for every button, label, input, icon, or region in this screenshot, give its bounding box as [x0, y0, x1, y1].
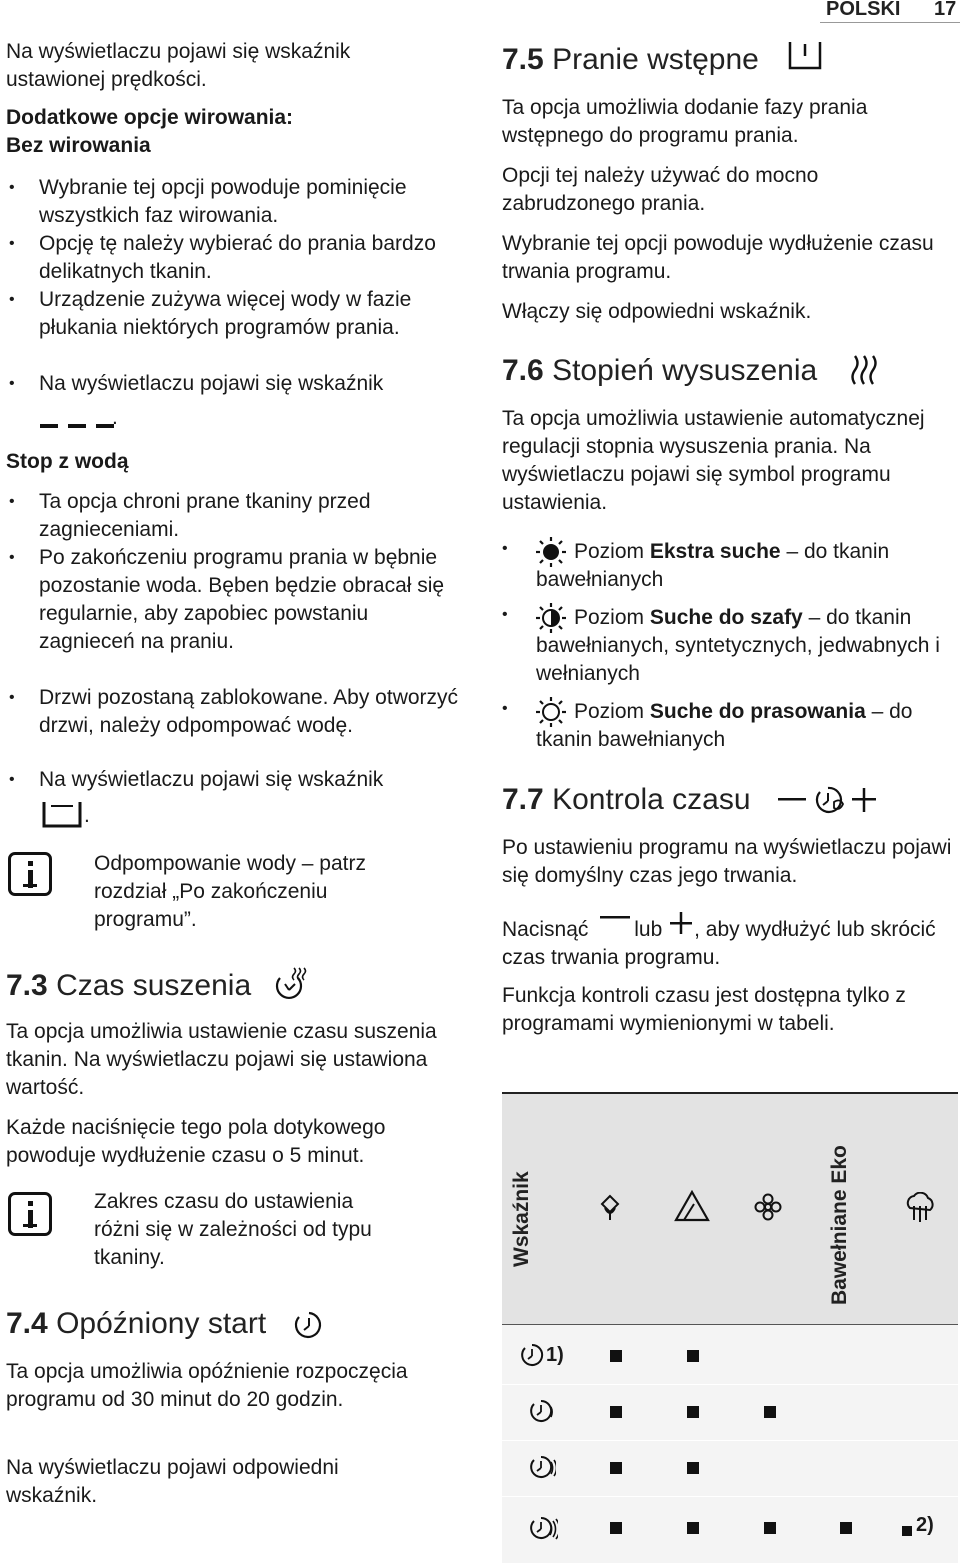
no-spin-dash-icon	[40, 418, 118, 432]
time-level-1-icon	[519, 1342, 545, 1368]
table-header-indicator: Wskaźnik	[510, 1171, 533, 1267]
dry-level-extra: Poziom Ekstra suche – do tkanin bawełnianych	[536, 540, 890, 591]
dash-period: .	[112, 406, 118, 429]
dry-level-bullet: •	[502, 606, 508, 623]
delicates-icon	[754, 1192, 782, 1222]
prewash-indicator: Włączy się odpowiedni wskaźnik.	[502, 300, 812, 323]
dry-level-iron: Poziom Suche do prasowania – do tkanin bawełnianych	[536, 700, 913, 751]
rinse-hold-title: Stop z wodą	[6, 450, 129, 473]
time-level-2-icon	[528, 1398, 554, 1424]
time-control-availability: Funkcja kontroli czasu jest dostępna tylko z programami wymienionymi w tabeli.	[502, 984, 906, 1035]
table-mark	[687, 1350, 699, 1362]
table-mark	[610, 1406, 622, 1418]
time-control-press: Nacisnąć lub , aby wydłużyć lub skrócić czas trwania programu.	[502, 912, 958, 972]
delay-start-desc: Ta opcja umożliwia opóźnienie rozpoczęcia programu od 30 minut do 20 godzin.	[6, 1360, 408, 1411]
no-spin-bullet: • Opcję tę należy wybierać do prania bardzo delikatnych tkanin.	[39, 230, 459, 286]
no-spin-bullet: • Na wyświetlaczu pojawi się wskaźnik	[39, 370, 459, 398]
no-spin-title: Bez wirowania	[6, 134, 151, 157]
header-rule	[820, 22, 960, 23]
section-number: 7.5	[502, 43, 544, 76]
section-7-4-heading	[6, 1306, 266, 1342]
section-title: Opóźniony start	[56, 1307, 267, 1340]
no-spin-bullet: • Urządzenie zużywa więcej wody w fazie płukania niektórych programów prania.	[39, 286, 459, 342]
table-mark	[610, 1350, 622, 1362]
info-note-time-range: Zakres czasu do ustawienia różni się w zależności od typu tkaniny.	[94, 1190, 372, 1269]
rinse-hold-icon	[42, 800, 82, 828]
section-language: POLSKI	[826, 0, 901, 20]
time-control-table	[502, 1092, 958, 1563]
table-note: 1)	[546, 1344, 564, 1366]
spin-speed-indicator-text: Na wyświetlaczu pojawi się wskaźnik ustawionej prędkości.	[6, 40, 351, 91]
wool-icon	[902, 1192, 938, 1224]
synthetics-icon	[674, 1190, 710, 1222]
time-level-4-icon	[528, 1515, 558, 1541]
minus-icon	[594, 914, 634, 938]
drying-time-increment: Każde naciśnięcie tego pola dotykowego powoduje wydłużenie czasu o 5 minut.	[6, 1116, 386, 1167]
section-7-7-heading	[502, 782, 751, 818]
section-title: Czas suszenia	[56, 969, 252, 1002]
no-spin-bullet: • Wybranie tej opcji powoduje pominięcie wszystkich faz wirowania.	[39, 174, 459, 230]
rinse-hold-bullet: • Drzwi pozostaną zablokowane. Aby otworzyć drzwi, należy odpompować wodę.	[39, 684, 459, 740]
table-mark	[687, 1462, 699, 1474]
table-note: 2)	[916, 1514, 934, 1536]
info-icon	[8, 1192, 52, 1236]
section-number: 7.4	[6, 1307, 48, 1340]
section-7-3-heading	[6, 968, 251, 1004]
dry-level-cupboard: Poziom Suche do szafy – do tkanin bawełnianych, syntetycznych, jedwabnych i wełnianych	[536, 606, 940, 685]
delay-start-icon	[292, 1308, 326, 1342]
drying-time-desc: Ta opcja umożliwia ustawienie czasu suszenia tkanin. Na wyświetlaczu pojawi się ustawiona wartość.	[6, 1020, 437, 1099]
dryness-level-icon	[850, 354, 880, 388]
info-icon	[8, 852, 52, 896]
section-title: Stopień wysuszenia	[552, 354, 818, 387]
time-control-desc: Po ustawieniu programu na wyświetlaczu pojawi się domyślny czas jego trwania.	[502, 836, 952, 887]
dry-level-bullet: •	[502, 700, 508, 717]
prewash-usage: Opcji tej należy używać do mocno zabrudzonego prania.	[502, 164, 819, 215]
prewash-duration: Wybranie tej opcji powoduje wydłużenie czasu trwania programu.	[502, 232, 934, 283]
table-header-eco: Bawełniane Eko	[828, 1145, 851, 1305]
icon-period: .	[84, 804, 90, 827]
dryness-level-desc: Ta opcja umożliwia ustawienie automatycznej regulacji stopnia wysuszenia prania. Na wyświetlaczu pojawi się symbol programu ustawienia.	[502, 407, 925, 514]
plus-icon	[852, 788, 876, 812]
section-7-6-heading	[502, 353, 817, 389]
table-mark	[610, 1462, 622, 1474]
plus-icon	[668, 912, 694, 938]
section-number: 7.3	[6, 969, 48, 1002]
delay-start-indicator: Na wyświetlaczu pojawi odpowiedni wskaźnik.	[6, 1456, 339, 1507]
info-note-drain: Odpompowanie wody – patrz rozdział „Po zakończeniu programu”.	[94, 852, 366, 931]
minus-icon	[778, 795, 806, 805]
table-mark	[610, 1522, 622, 1534]
dry-level-bullet: •	[502, 540, 508, 557]
rinse-hold-bullet: • Po zakończeniu programu prania w bębnie pozostanie woda. Bęben będzie obracał się regularnie, aby zapobiec powstaniu zagnieceń na praniu.	[39, 544, 449, 656]
section-number: 7.7	[502, 783, 544, 816]
extra-spin-options-title: Dodatkowe opcje wirowania:	[6, 106, 294, 129]
section-title: Kontrola czasu	[552, 783, 751, 816]
prewash-icon	[788, 40, 822, 72]
section-title: Pranie wstępne	[552, 43, 759, 76]
table-mark	[687, 1406, 699, 1418]
table-mark	[902, 1526, 912, 1536]
section-7-5-heading	[502, 42, 759, 78]
table-mark	[840, 1522, 852, 1534]
table-mark	[764, 1406, 776, 1418]
rinse-hold-bullet: • Ta opcja chroni prane tkaniny przed zagnieceniami.	[39, 488, 459, 544]
table-mark	[687, 1522, 699, 1534]
cotton-icon	[597, 1192, 623, 1222]
prewash-desc: Ta opcja umożliwia dodanie fazy prania wstępnego do programu prania.	[502, 96, 868, 147]
time-save-icon	[812, 784, 848, 818]
section-number: 7.6	[502, 354, 544, 387]
page-number: 17	[934, 0, 957, 20]
table-mark	[764, 1522, 776, 1534]
drying-time-icon	[274, 966, 310, 1000]
time-level-3-icon	[528, 1454, 556, 1480]
rinse-hold-bullet: • Na wyświetlaczu pojawi się wskaźnik	[39, 766, 459, 794]
